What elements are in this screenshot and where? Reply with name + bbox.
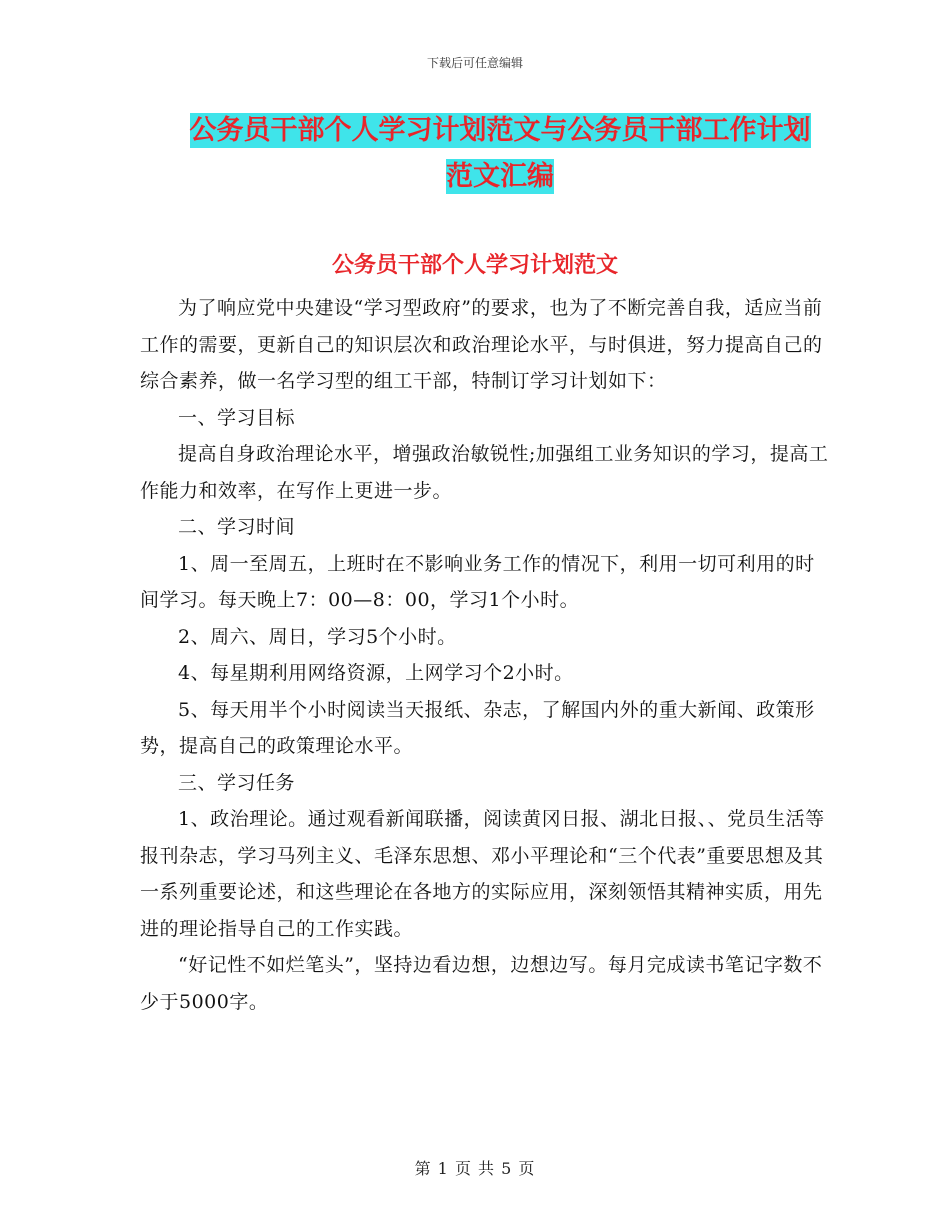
paragraph-time-2: 2、周六、周日，学习5个小时。 xyxy=(178,625,457,648)
header-note: 下载后可任意编辑 xyxy=(426,56,523,70)
paragraph-goals: 提高自身政治理论水平，增强政治敏锐性;加强组工业务知识的学习，提高工作能力和效率，在写作上更进一步。 xyxy=(140,443,829,502)
document-title-line-1: 公务员干部个人学习计划范文与公务员干部工作计划 xyxy=(189,115,811,146)
paragraph-time-1: 1、周一至周五，上班时在不影响业务工作的情况下，利用一切可利用的时间学习。每天晚上7：00—8：00，学习1个小时。 xyxy=(140,552,815,611)
heading-learning-tasks: 三、学习任务 xyxy=(178,771,296,794)
body-text xyxy=(140,290,830,1020)
paragraph-time-4: 4、每星期利用网络资源，上网学习个2小时。 xyxy=(178,662,574,684)
document-title xyxy=(150,108,850,200)
paragraph-intro: 为了响应党中央建设“学习型政府”的要求，也为了不断完善自我，适应当前工作的需要，更新自己的知识层次和政治理论水平，与时俱进，努力提高自己的综合素养，做一名学习型的组工干部，特制订学习计划如下： xyxy=(140,297,823,392)
section-title: 公务员干部个人学习计划范文 xyxy=(331,253,618,278)
paragraph-time-5: 5、每天用半个小时阅读当天报纸、杂志，了解国内外的重大新闻、政策形势，提高自己的政策理论水平。 xyxy=(140,698,815,757)
paragraph-notes: “好记性不如烂笔头”，坚持边看边想，边想边写。每月完成读书笔记字数不少于5000字。 xyxy=(140,954,823,1013)
paragraph-task-1: 1、政治理论。通过观看新闻联播，阅读黄冈日报、湖北日报、、党员生活等报刊杂志，学习马列主义、毛泽东思想、邓小平理论和“三个代表”重要思想及其一系列重要论述，和这些理论在各地方的实际应用，深刻领悟其精神实质，用先进的理论指导自己的工作实践。 xyxy=(140,808,825,940)
document-title-line-2: 范文汇编 xyxy=(446,161,554,192)
heading-learning-time: 二、学习时间 xyxy=(178,516,296,538)
heading-learning-goals: 一、学习目标 xyxy=(178,406,296,429)
page-footer: 第 1 页 共 5 页 xyxy=(414,1159,536,1178)
